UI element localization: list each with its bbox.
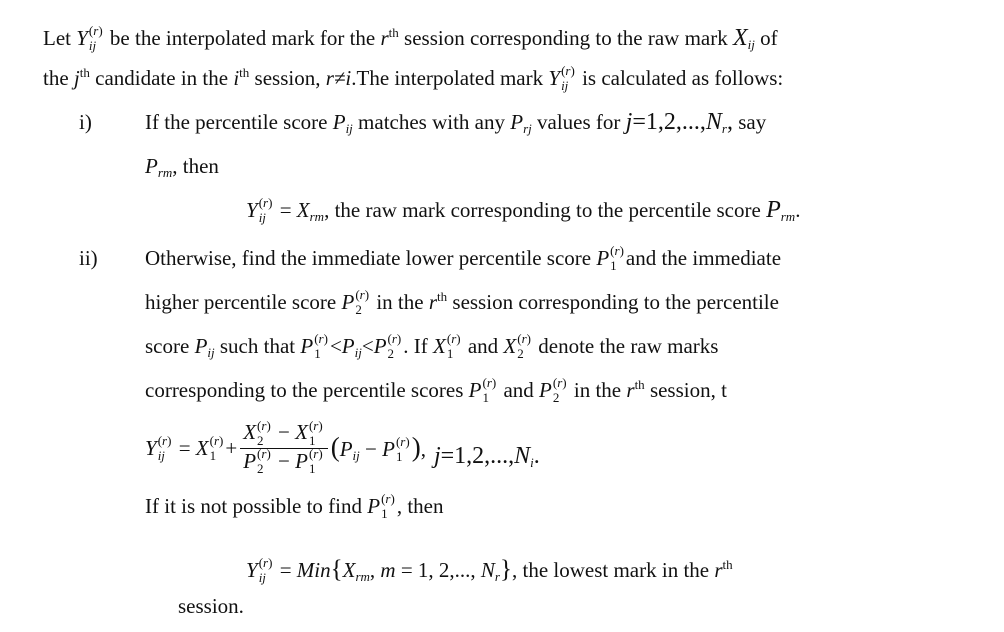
item-i-line-1 [145,108,766,136]
text: , the raw mark corresponding to the percentile score [324,198,761,222]
item-i-marker: i) [79,110,92,134]
math-P-2-r: P (r) 2 [539,375,567,406]
text: denote the raw marks [538,334,719,358]
math-equals-X-rm: = $X_{rm}$ [279,198,325,225]
text: such that [219,334,296,358]
math-j-range: $j=1,2,...,N_r$, [625,109,733,137]
item-ii-line-6: session. [178,594,244,618]
text: of [760,26,778,50]
math-P-rj: $P_{rj}$ [510,110,532,137]
text: score [145,334,190,358]
text: If it is not possible to find [145,494,362,518]
item-ii-line-5 [145,492,443,520]
intro-line-2 [43,64,783,92]
math-P-1-r: P (r) 1 [596,243,624,274]
text: Otherwise, find the immediate lower percentile score [145,246,592,270]
math-Y-ij-r: Y (r) ij [76,23,103,54]
math-inequality: P (r) 1 $<P_{ij}<P$ (r) 2 [300,331,402,362]
text: . If [403,334,428,358]
text: matches with any [358,110,506,134]
text: and [467,334,499,358]
math-r-th: $r^{th}$ [380,25,399,50]
text: session, [254,66,321,90]
text: .The interpolated mark [351,66,544,90]
math-r-neq-i: r≠i [325,66,352,90]
item-i-line-2 [145,152,219,180]
math-Y-ij-r: Y (r) ij [145,433,172,464]
math-fraction: X (r) 2 − X (r) 1 P (r) 2 − P (r) 1 [240,421,328,474]
math-paren-term: ($P_{ij} - P$ (r) 1 ), [330,431,426,465]
min-equation [246,556,733,584]
math-j-range-i: $j=1,2,...,N_i$. [433,443,540,471]
text: session corresponding to the raw mark [404,26,728,50]
item-ii-line-4 [145,376,727,404]
math-Y-ij-r: Y (r) ij [246,555,273,586]
intro-line-1 [43,24,778,52]
text: say [738,110,767,134]
text: , then [396,494,444,518]
math-Y-ij-r: Y (r) ij [246,195,273,226]
interpolation-formula [145,418,540,478]
item-ii-line-2 [145,288,779,316]
text: session corresponding to the percentile [452,290,779,314]
text: be the interpolated mark for the [109,26,376,50]
math-min-expression: = $Min\{X_{rm}$, m = 1, 2,..., $N_r$} [279,556,512,585]
text: candidate in the [95,66,229,90]
math-P-ij: $P_{ij}$ [194,334,215,361]
text: corresponding to the percentile scores [145,378,464,402]
text: values for [537,110,621,134]
text: If the percentile score [145,110,328,134]
math-r-th: $r^{th}$ [626,377,645,402]
text: session, t [649,378,727,402]
item-ii-line-1 [145,244,781,272]
text: , then [172,154,219,178]
math-P-1-r: P (r) 1 [367,491,395,522]
text: Let [43,26,71,50]
math-r-th: $r^{th}$ [714,557,733,582]
math-P-1-r: P (r) 1 [468,375,497,406]
math-P-rm: $P_{rm}$ [145,154,173,181]
math-equals: = [173,436,196,460]
math-X-1-r: X (r) 1 [433,331,461,362]
math-plus: + [225,436,238,460]
text: is calculated as follows: [582,66,784,90]
item-ii-line-3 [145,332,718,360]
text: and the immediate [625,246,782,270]
text: the [43,66,69,90]
text: in the [376,290,424,314]
text: and [503,378,534,402]
math-X-ij: $X_{ij}$ [732,25,755,53]
math-X-2-r: X (r) 2 [503,331,531,362]
math-X-1-r: X (r) 1 [195,433,224,464]
item-i-equation: Y (r) ij = $X_{rm}$, the raw mark corresponding to the percentile score $P_{rm}$. [246,195,801,226]
math-Y-ij-r: Y (r) ij [548,63,575,94]
text: , the lowest mark in the [511,558,710,582]
math-P-rm: $P_{rm}$ [766,197,796,225]
text: higher percentile score [145,290,337,314]
math-P-ij: $P_{ij}$ [332,110,353,137]
item-ii-marker: ii) [79,246,98,270]
math-P-2-r: P (r) 2 [341,287,370,318]
math-i-th: $i^{th}$ [233,65,250,90]
text: in the [573,378,622,402]
math-r-th: $r^{th}$ [428,289,448,314]
math-j-th: $j^{th}$ [73,65,90,90]
